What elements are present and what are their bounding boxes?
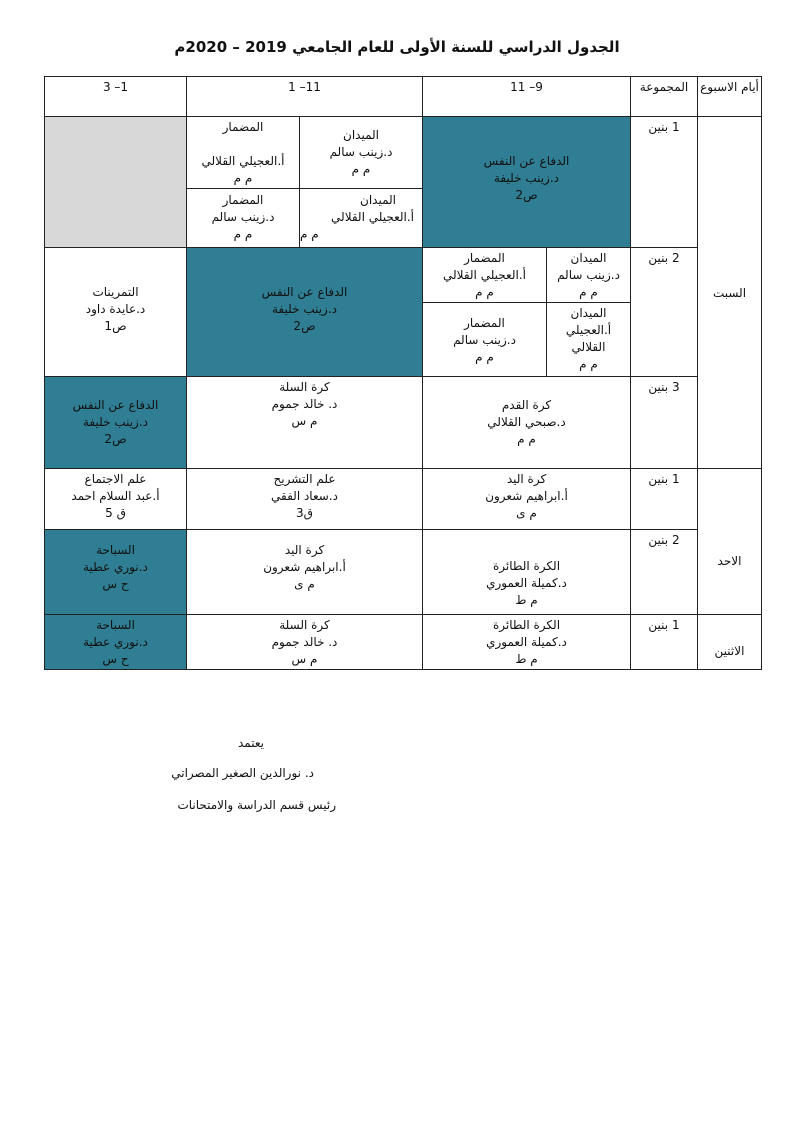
room: ق3 [296, 506, 313, 520]
instructor: د.نوري عطية [83, 635, 148, 649]
instructor: د.زينب خليفة [82, 415, 149, 429]
header-slot-1-3-label: 1– 3 [102, 80, 129, 94]
class-cell [546, 247, 631, 303]
course-name: علم التشريح [273, 472, 336, 486]
class-cell [422, 376, 631, 469]
instructor: أ.ابراهيم شعرون [263, 560, 346, 574]
room: ح س [102, 577, 129, 591]
room: م س [291, 414, 318, 428]
class-cell [44, 614, 187, 670]
class-cell [186, 247, 423, 377]
room: ص2 [515, 188, 538, 202]
header-days [697, 76, 762, 117]
room: م س [291, 652, 318, 666]
header-slot-11-1-label: 11– 1 [288, 80, 321, 94]
instructor: أ.العجيلي القلالي [443, 268, 526, 282]
instructor: د.زينب سالم [211, 210, 275, 224]
room: م م [300, 227, 319, 241]
day-saturday-label: السبت [712, 286, 747, 300]
header-slot-1-3 [44, 76, 187, 117]
class-cell [422, 247, 547, 303]
approver-title: رئيس قسم الدراسة والامتحانات [177, 798, 336, 812]
room: م م [475, 350, 494, 364]
group-sun-2 [630, 529, 698, 615]
day-monday-label: الاثنين [714, 644, 745, 658]
instructor: د.كميلة العموري [486, 576, 567, 590]
course-name: كرة اليد [506, 472, 547, 486]
class-cell [44, 247, 187, 377]
class-cell [186, 188, 300, 248]
course-name: الميدان [570, 306, 607, 320]
header-group-label: المجموعة [639, 80, 689, 94]
day-saturday [697, 116, 762, 469]
group-sun-1-label: 1 بنين [648, 472, 680, 486]
course-name: التمرينات [92, 285, 139, 299]
instructor: د.سعاد الفقي [271, 489, 338, 503]
header-slot-9-11 [422, 76, 631, 117]
instructor: د.زينب خليفة [493, 171, 560, 185]
day-sunday [697, 468, 762, 615]
course-name: الدفاع عن النفس [72, 398, 159, 412]
class-cell [422, 116, 631, 248]
group-sat-3 [630, 376, 698, 469]
course-name: السباحة [96, 618, 135, 632]
course-name: الميدان [360, 193, 396, 207]
day-sunday-label: الاحد [717, 554, 742, 568]
instructor: د.صبحي القلالي [487, 415, 566, 429]
instructor: د. خالد جموم [271, 397, 338, 411]
instructor-cont: القلالي [571, 340, 606, 354]
group-sun-1 [630, 468, 698, 530]
room: ص2 [104, 432, 127, 446]
room: م م [579, 357, 598, 371]
course-name: المضمار [464, 316, 505, 330]
instructor: أ.العجيلي [565, 323, 612, 337]
group-mon-1-label: 1 بنين [648, 618, 680, 632]
header-slot-11-1 [186, 76, 423, 117]
course-name: المضمار [222, 120, 264, 134]
course-name: الميدان [570, 251, 607, 265]
approval-label: يعتمد [238, 736, 264, 750]
class-cell [299, 188, 423, 248]
class-cell [299, 116, 423, 189]
course-name: الميدان [343, 128, 379, 142]
group-sat-1-label: 1 بنين [648, 120, 680, 134]
class-cell [44, 529, 187, 615]
room: م ى [294, 577, 315, 591]
class-cell [422, 302, 547, 377]
class-cell [422, 468, 631, 530]
group-mon-1 [630, 614, 698, 670]
room: م م [233, 171, 253, 185]
room: م م [475, 285, 494, 299]
course-name: كرة اليد [284, 543, 325, 557]
group-sun-2-label: 2 بنين [648, 533, 680, 547]
instructor: د.كميلة العموري [486, 635, 567, 649]
course-name: الدفاع عن النفس [483, 154, 570, 168]
group-sat-2-label: 2 بنين [648, 251, 680, 265]
class-cell [186, 116, 300, 189]
room: م م [233, 227, 253, 241]
course-name: كرة السلة [279, 380, 330, 394]
empty-cell [44, 116, 187, 248]
instructor: د.نوري عطية [83, 560, 148, 574]
instructor: د.زينب سالم [329, 145, 393, 159]
course-name: المضمار [464, 251, 505, 265]
course-name: علم الاجتماع [84, 472, 147, 486]
course-name: الدفاع عن النفس [261, 285, 348, 299]
class-cell [422, 529, 631, 615]
class-cell [186, 529, 423, 615]
room: ص2 [293, 319, 316, 333]
instructor: أ.عبد السلام احمد [71, 489, 160, 503]
room: م م [517, 432, 536, 446]
approver-name: د. نورالدين الصغير المصراتي [171, 766, 314, 780]
room: ح س [102, 652, 129, 666]
course-name: الكرة الطائرة [492, 618, 561, 632]
room: ص1 [104, 319, 127, 333]
class-cell [44, 468, 187, 530]
class-cell [186, 468, 423, 530]
day-monday [697, 614, 762, 670]
room: م ط [515, 593, 538, 607]
header-slot-9-11-label: 9– 11 [510, 80, 543, 94]
class-cell [186, 376, 423, 469]
instructor: د.زينب سالم [557, 268, 620, 282]
page-title: الجدول الدراسي للسنة الأولى للعام الجامعي 2019 – 2020م [174, 38, 620, 56]
class-cell [44, 376, 187, 469]
instructor: أ.ابراهيم شعرون [485, 489, 568, 503]
course-name: السباحة [96, 543, 135, 557]
room: م م [351, 162, 371, 176]
class-cell [422, 614, 631, 670]
instructor: د.عايدة داود [85, 302, 146, 316]
group-sat-3-label: 3 بنين [648, 380, 680, 394]
class-cell [546, 302, 631, 377]
room: ق 5 [105, 506, 126, 520]
course-name: كرة القدم [501, 398, 552, 412]
group-sat-1 [630, 116, 698, 248]
instructor: د. خالد جموم [271, 635, 338, 649]
room: م م [579, 285, 598, 299]
class-cell [186, 614, 423, 670]
room: م ط [515, 652, 538, 666]
header-days-label: أيام الاسبوع [700, 80, 759, 94]
course-name: كرة السلة [279, 618, 330, 632]
instructor: أ.العجيلي القلالي [331, 210, 414, 224]
course-name: الكرة الطائرة [492, 559, 561, 573]
course-name: المضمار [222, 193, 264, 207]
group-sat-2 [630, 247, 698, 377]
instructor: د.زينب خليفة [271, 302, 338, 316]
instructor: أ.العجيلي القلالي [201, 154, 285, 168]
room: م ى [516, 506, 537, 520]
instructor: د.زينب سالم [453, 333, 516, 347]
header-group [630, 76, 698, 117]
